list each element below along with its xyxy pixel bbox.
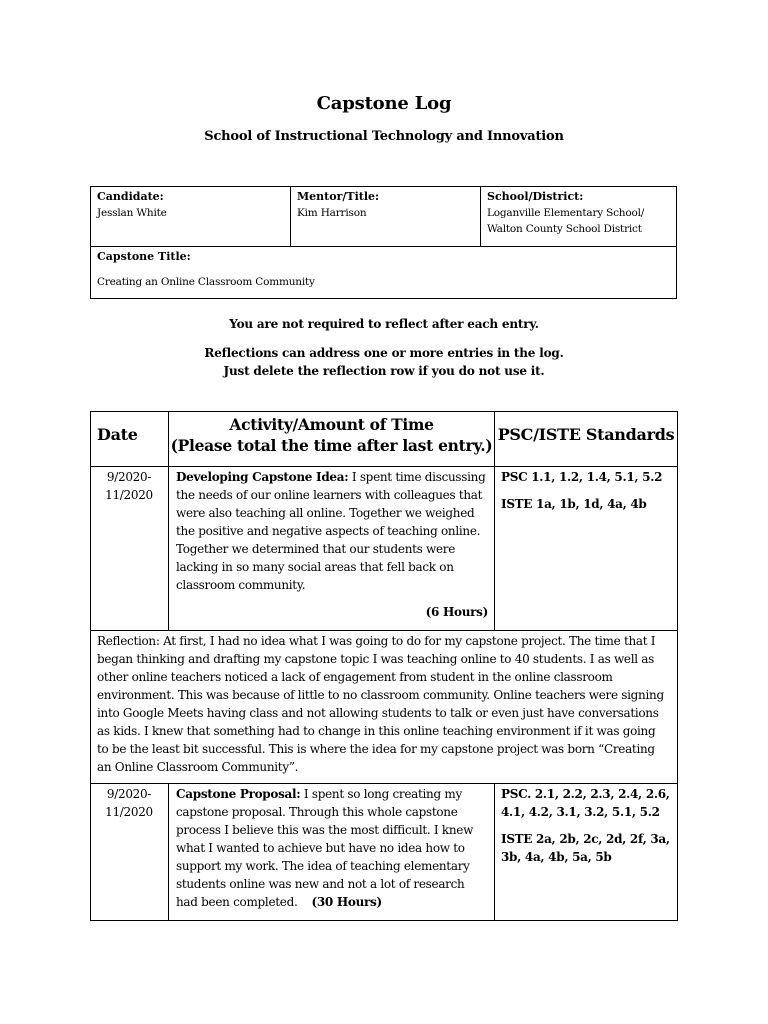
reflection-line: into Google Meets having class and not allowing students to talk or even just have conversations (97, 706, 659, 720)
note-line: Just delete the reflection row if you do not use it. (223, 364, 545, 378)
entry-activity-text: students online was new and not a lot of research (176, 877, 465, 891)
entry-activity-text: I spent so long creating my (300, 787, 462, 801)
column-divider (494, 783, 495, 921)
row-divider (90, 630, 678, 631)
entry-activity-text: the positive and negative aspects of teaching online. (176, 524, 481, 538)
page-title: Capstone Log (316, 93, 452, 114)
reflection-line: began thinking and drafting my capstone topic I was teaching online to 40 students. I as well as (97, 652, 655, 666)
entry-activity-text: lacking in so many social areas that fell back on (176, 560, 454, 574)
entry-hours: (6 Hours) (425, 605, 488, 619)
column-divider (168, 783, 169, 921)
entry-date-line: 11/2020 (105, 488, 153, 502)
school-cell (481, 187, 677, 239)
entry-date (90, 785, 168, 821)
entry-activity (176, 785, 491, 911)
table-border (677, 411, 678, 921)
capstone-title-value: Creating an Online Classroom Community (97, 276, 315, 288)
mentor-value: Kim Harrison (297, 207, 367, 219)
entry-date (90, 468, 168, 504)
note-line: You are not required to reflect after each entry. (229, 317, 539, 331)
entry-activity-text: support my work. The idea of teaching elementary (176, 859, 470, 873)
entry-date-line: 9/2020- (106, 470, 152, 484)
reflection-line: other online teachers noticed a lack of engagement from student in the online classroom (97, 670, 613, 684)
header-activity (169, 414, 494, 456)
entry-activity-text: capstone proposal. Through this whole capstone (176, 805, 458, 819)
table-border (90, 411, 678, 412)
row-divider (90, 466, 678, 467)
table-border (90, 920, 678, 921)
mentor-cell (291, 187, 480, 223)
entry-activity-title: Developing Capstone Idea: (176, 470, 349, 484)
entry-iste-standards: ISTE 1a, 1b, 1d, 4a, 4b (501, 497, 647, 511)
entry-hours: (30 Hours) (311, 895, 382, 909)
header-activity-line: (Please total the time after last entry.) (170, 436, 493, 455)
entry-activity-title: Capstone Proposal: (176, 787, 301, 801)
entry-psc-line: PSC. 2.1, 2.2, 2.3, 2.4, 2.6, (501, 787, 670, 801)
page-subtitle: School of Instructional Technology and Innovation (204, 129, 564, 144)
candidate-label: Candidate: (97, 190, 164, 203)
reflection-line: an Online Classroom Community”. (97, 760, 299, 774)
row-divider (90, 783, 678, 784)
entry-iste-line: ISTE 2a, 2b, 2c, 2d, 2f, 3a, (501, 832, 670, 846)
header-standards: PSC/ISTE Standards (497, 425, 675, 444)
note-line: Reflections can address one or more entries in the log. (204, 346, 564, 360)
reflection-line: as kids. I knew that something had to change in this online teaching environment if it was going (97, 724, 656, 738)
reflection-line: Reflection: At first, I had no idea what I was going to do for my capstone project. The time that I (97, 634, 656, 648)
entry-date-line: 9/2020- (106, 787, 152, 801)
school-value: Loganville Elementary School/ (487, 207, 645, 219)
entry-activity-text: I spent time discussing (348, 470, 486, 484)
entry-activity-text: had been completed. (176, 895, 298, 909)
entry-activity-text: process I believe this was the most difficult. I knew (176, 823, 474, 837)
candidate-info-table (90, 186, 677, 299)
entry-iste-standards (501, 830, 675, 866)
entry-psc-line: 4.1, 4.2, 3.1, 3.2, 5.1, 5.2 (501, 805, 660, 819)
candidate-cell (91, 187, 290, 223)
capstone-title-cell (91, 247, 677, 292)
entry-activity-text: the needs of our online learners with colleagues that (176, 488, 483, 502)
capstone-title-label: Capstone Title: (97, 250, 191, 263)
entry-activity-text: classroom community. (176, 578, 306, 592)
entry-iste-line: 3b, 4a, 4b, 5a, 5b (501, 850, 612, 864)
reflection-line: environment. This was because of little to no classroom community. Online teachers were signing (97, 688, 664, 702)
entry-activity-text: were also teaching all online. Together we weighed (176, 506, 475, 520)
school-label: School/District: (487, 190, 584, 203)
entry-activity-text: what I wanted to achieve but have no idea how to (176, 841, 465, 855)
reflection-text (97, 632, 675, 776)
header-date: Date (97, 425, 138, 444)
entry-psc-standards: PSC 1.1, 1.2, 1.4, 5.1, 5.2 (501, 470, 663, 484)
entry-activity-text: Together we determined that our students were (176, 542, 456, 556)
entry-date-line: 11/2020 (105, 805, 153, 819)
mentor-label: Mentor/Title: (297, 190, 380, 203)
candidate-value: Jesslan White (97, 207, 167, 219)
entry-activity (176, 468, 491, 594)
capstone-log-table (90, 411, 678, 921)
header-activity-line: Activity/Amount of Time (229, 415, 434, 434)
entry-psc-standards (501, 785, 675, 821)
school-value: Walton County School District (487, 223, 642, 235)
reflection-line: to be the least bit successful. This is where the idea for my capstone project was born “Creating (97, 742, 655, 756)
